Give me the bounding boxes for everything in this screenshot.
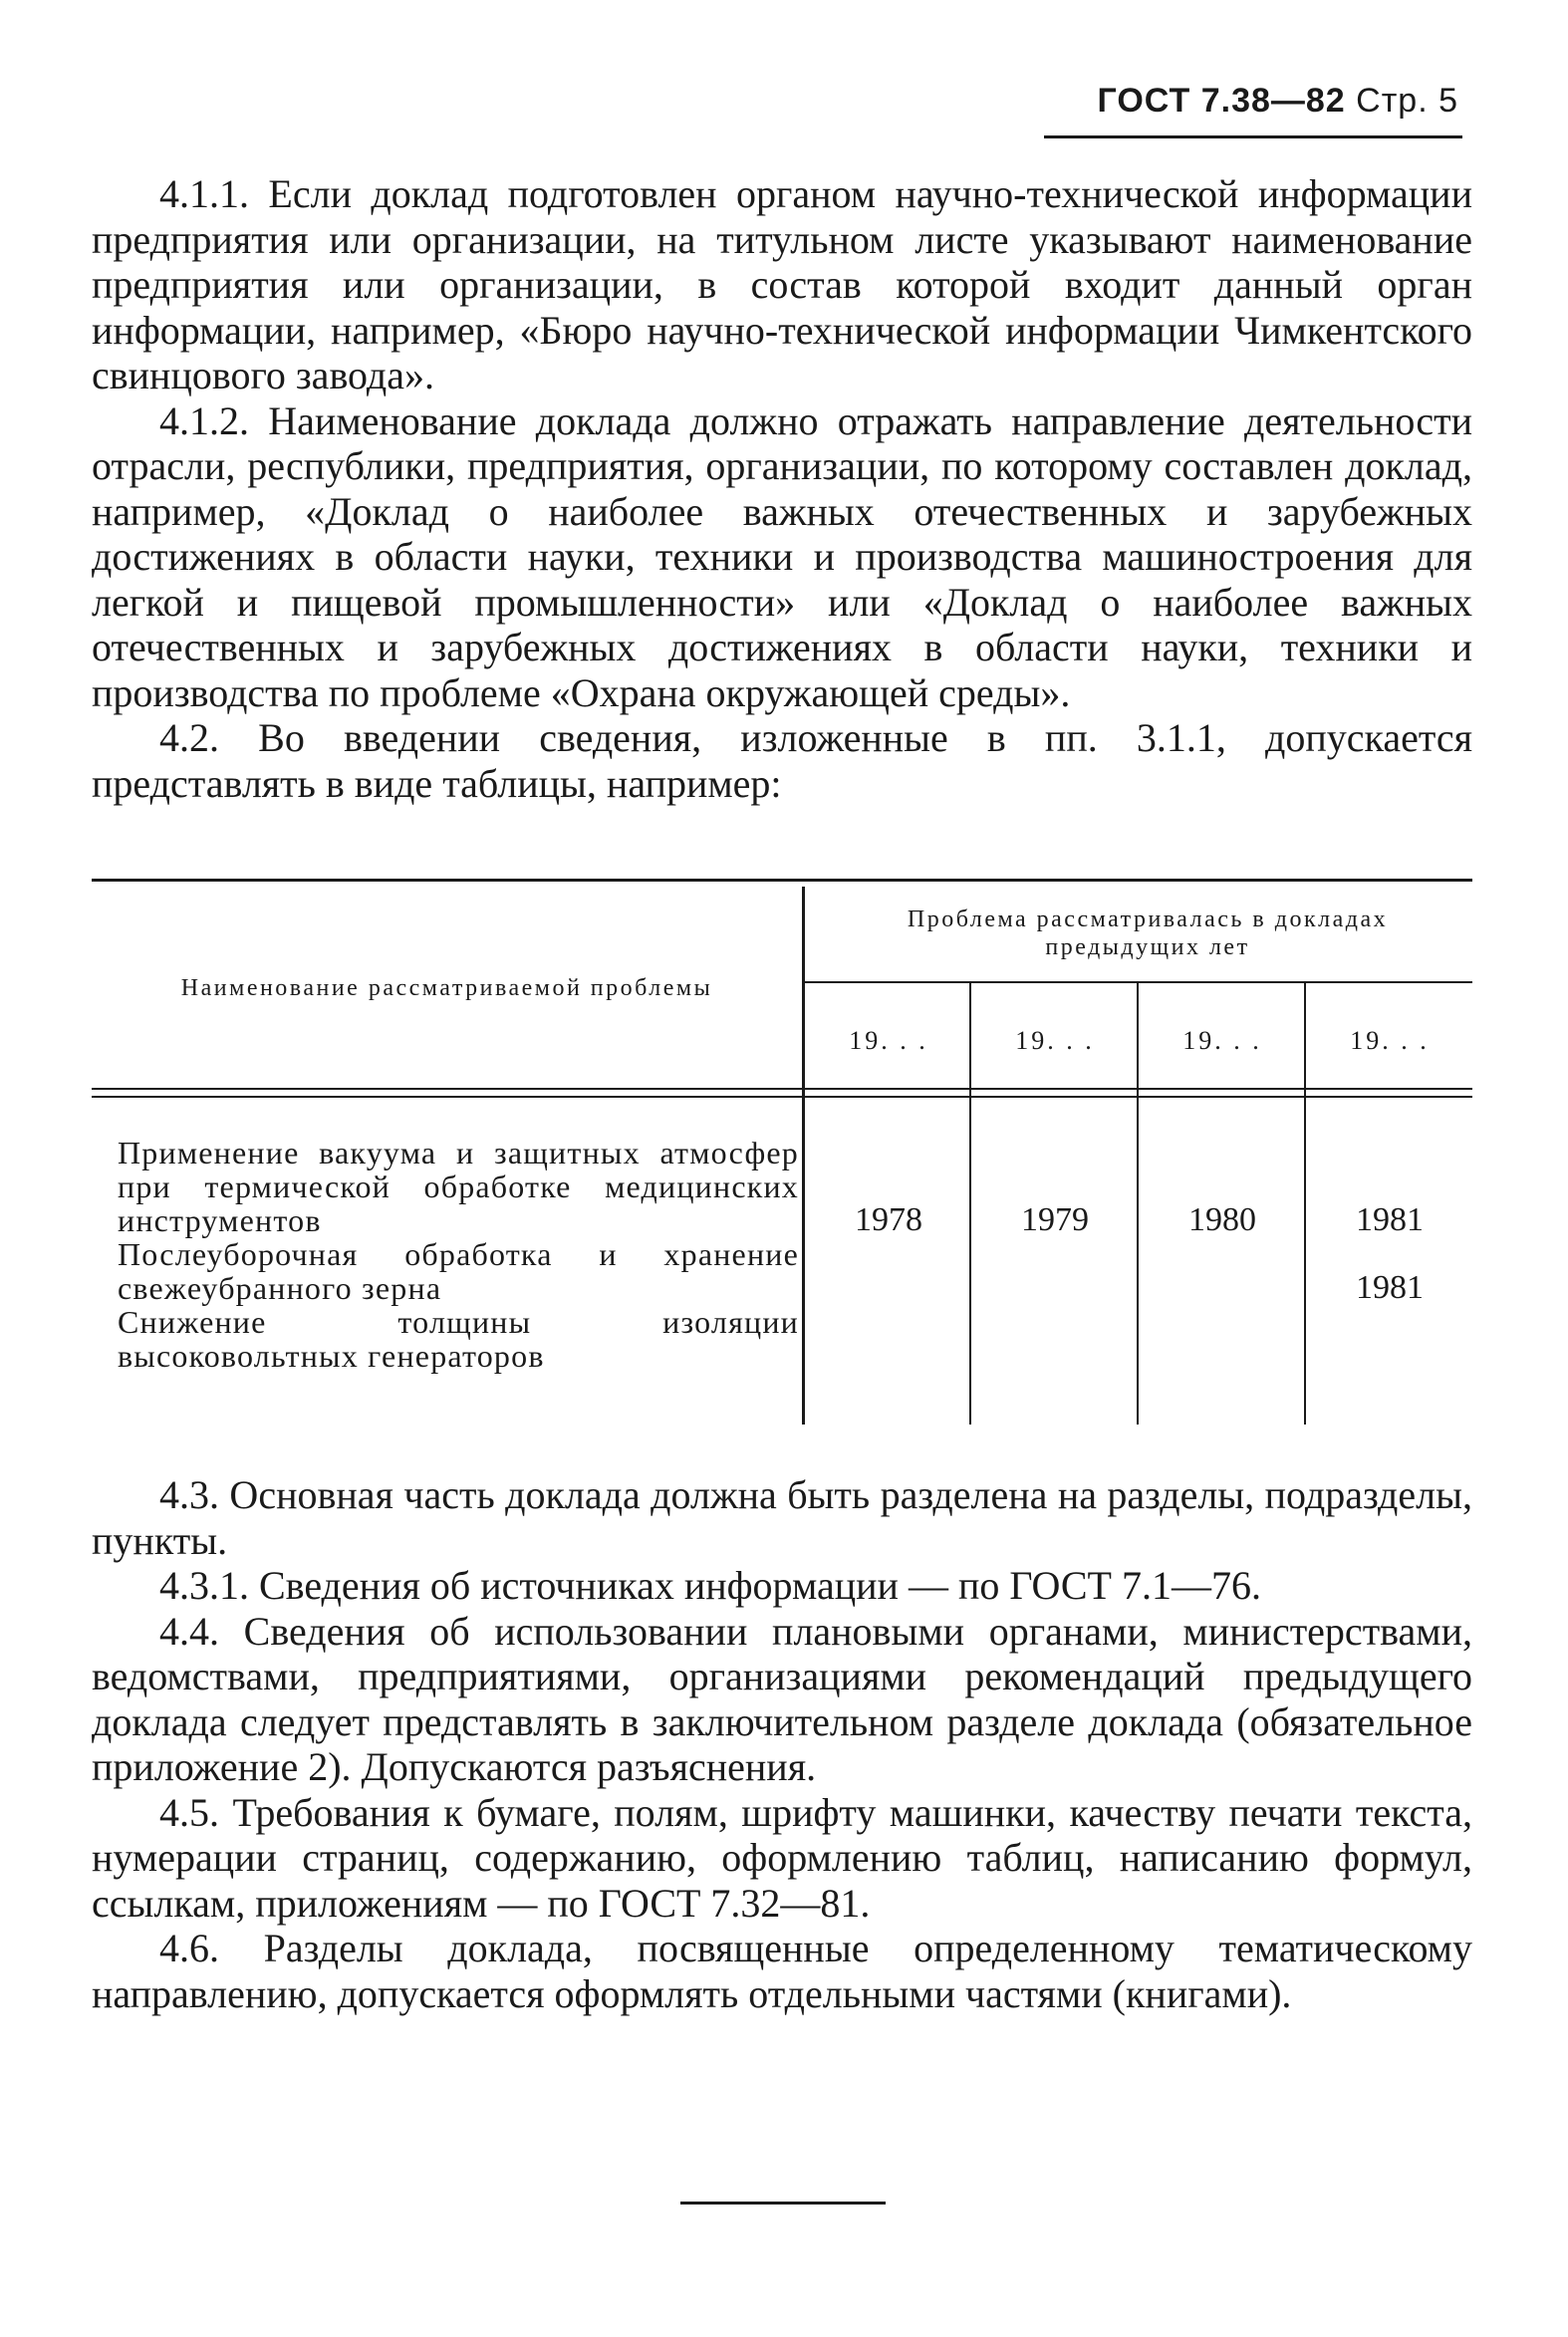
paragraph-4-1-1: 4.1.1. Если доклад подготовлен органом научно-технической информации предприятия или организации, на титульном листе указывают наименование предприятия или организации, в состав которой входит данный орган информации, например, «Бюро научно-технической информации Чимкентского свинцового завода».	[92, 171, 1472, 397]
value-row1-col2: 1979	[1021, 1201, 1089, 1238]
standard-number: ГОСТ 7.38—82	[1097, 82, 1346, 120]
problem-row-2: Послеуборочная обработка и хранение свежеубранного зерна	[118, 1236, 799, 1306]
year-header-2: 19. . .	[1015, 1026, 1095, 1055]
paragraph-4-5: 4.5. Требования к бумаге, полям, шрифту машинки, качеству печати текста, нумерации страниц, содержанию, оформлению таблиц, написанию формул, ссылкам, приложениям — по ГОСТ 7.32—81.	[92, 1789, 1472, 1926]
top-text-block	[92, 171, 1472, 806]
paragraph-4-3-1: 4.3.1. Сведения об источниках информации — по ГОСТ 7.1—76.	[159, 1563, 1261, 1608]
col-divider-main	[802, 887, 805, 1425]
page-header	[1098, 82, 1458, 121]
group-column-header: Проблема рассматривалась в докладах предыдущих лет	[907, 907, 1389, 960]
value-row1-col3: 1980	[1188, 1201, 1256, 1238]
value-row1-col1: 1978	[855, 1201, 922, 1238]
bottom-text-block	[92, 1472, 1472, 2016]
header-bottom-rule-1	[92, 1088, 1472, 1090]
header-rule	[1044, 135, 1462, 138]
year-header-3: 19. . .	[1182, 1026, 1262, 1055]
year-header-1: 19. . .	[849, 1026, 928, 1055]
problem-list	[118, 1136, 799, 1373]
problem-column-header: Наименование рассматриваемой проблемы	[180, 975, 713, 1001]
page-number: Стр. 5	[1356, 82, 1458, 120]
table-top-rule	[92, 879, 1472, 882]
problem-row-1: Применение вакуума и защитных атмосфер при термической обработке медицинских инструментов	[118, 1135, 799, 1238]
paragraph-4-3: 4.3. Основная часть доклада должна быть разделена на разделы, подразделы, пункты.	[92, 1472, 1472, 1563]
header-bottom-rule-2	[92, 1096, 1472, 1098]
paragraph-4-1-2: 4.1.2. Наименование доклада должно отражать направление деятельности отрасли, республики, предприятия, организации, по которому составлен доклад, например, «Доклад о наиболее важных отечественных и зарубежных достижениях в области науки, техники и производства машиностроения для легкой и пищевой промышленности» или «Доклад о наиболее важных отечественных и зарубежных достижениях в области науки, техники и производства по проблеме «Охрана окружающей среды».	[92, 397, 1472, 715]
group-header-rule	[805, 981, 1472, 983]
value-row2-col4: 1981	[1356, 1269, 1424, 1306]
year-header-4: 19. . .	[1350, 1026, 1430, 1055]
value-row1-col4: 1981	[1356, 1201, 1424, 1238]
paragraph-4-2: 4.2. Во введении сведения, изложенные в пп. 3.1.1, допускается представлять в виде таблицы, например:	[92, 715, 1472, 806]
problem-row-3: Снижение толщины изоляции высоковольтных генераторов	[118, 1304, 799, 1374]
problems-table	[92, 879, 1472, 1425]
paragraph-4-4: 4.4. Сведения об использовании плановыми органами, министерствами, ведомствами, предприятиями, организациями рекомендаций предыдущего доклада следует представлять в заключительном разделе доклада (обязательное приложение 2). Допускаются разъяснения.	[92, 1608, 1472, 1789]
footer-rule	[680, 2202, 886, 2205]
paragraph-4-6: 4.6. Разделы доклада, посвященные определенному тематическому направлению, допускается оформлять отдельными частями (книгами).	[92, 1926, 1472, 2016]
